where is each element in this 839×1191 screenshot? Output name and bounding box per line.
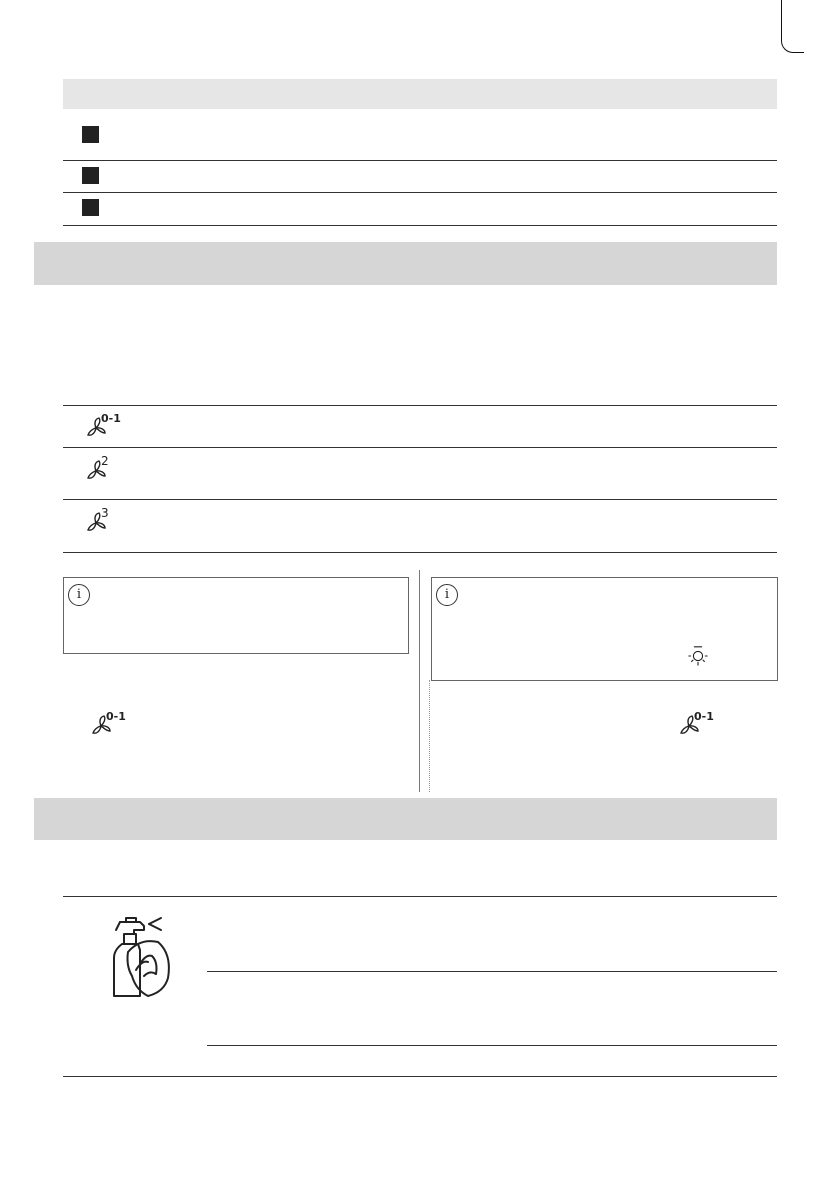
fan-row-0-1: [84, 412, 144, 442]
table-divider: [207, 1045, 777, 1046]
table-divider: [63, 896, 777, 897]
section-header-band: [34, 798, 777, 840]
table-divider: [207, 971, 777, 972]
table-divider: [63, 1076, 777, 1077]
fan-icon: [84, 510, 114, 534]
fan-level-label: 2: [101, 454, 109, 468]
info-box-left: [63, 577, 409, 654]
fan-level-label: 0-1: [101, 412, 121, 425]
black-square-icon: [82, 126, 99, 143]
fan-level-label: 3: [101, 506, 109, 520]
table-divider: [63, 552, 777, 553]
table-divider: [63, 192, 777, 193]
spray-and-cloth-icon: [106, 916, 176, 1000]
top-table-header: [63, 79, 777, 109]
info-icon: i: [436, 584, 458, 606]
black-square-icon: [82, 167, 99, 184]
left-fan-symbol: [89, 710, 149, 740]
right-fan-symbol: [677, 710, 737, 740]
fan-level-label: 0-1: [694, 710, 714, 723]
black-square-icon: [82, 199, 99, 216]
section-header-band: [34, 242, 777, 285]
column-divider-dotted: [429, 680, 430, 792]
light-bulb-icon: [687, 645, 709, 667]
page-edge-right: [781, 0, 804, 53]
fan-row-2: [84, 454, 144, 484]
table-divider: [63, 447, 777, 448]
info-box-right: [431, 577, 778, 681]
table-divider: [63, 225, 777, 226]
column-divider: [419, 570, 420, 792]
info-icon: i: [68, 584, 90, 606]
table-divider: [63, 405, 777, 406]
table-divider: [63, 499, 777, 500]
fan-icon: [84, 458, 114, 482]
table-divider: [63, 160, 777, 161]
fan-row-3: [84, 506, 144, 536]
fan-level-label: 0-1: [106, 710, 126, 723]
